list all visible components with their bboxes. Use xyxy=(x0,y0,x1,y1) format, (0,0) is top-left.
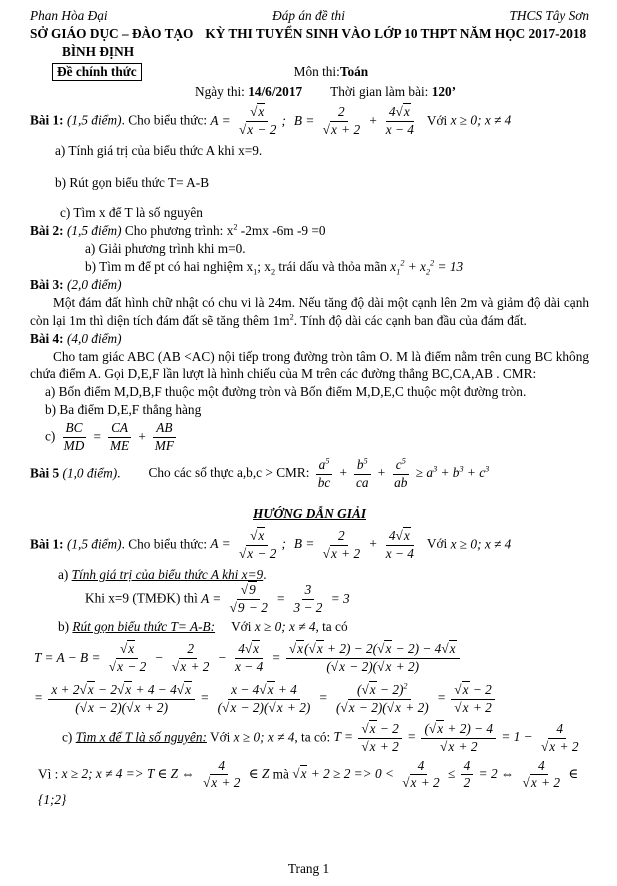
sqrt-radical: √x xyxy=(250,104,265,120)
solution-1a-work xyxy=(30,583,589,616)
fraction: $\frac{4√x}{x - 4}$ xyxy=(385,527,414,561)
sqrt-radical: √x xyxy=(250,527,265,543)
sqrt-radical: √x xyxy=(428,720,444,736)
item-text: a) Bốn điểm M,D,B,F thuộc một đường tròn và Bốn điểm M,D,E,C thuộc một đường tròn. xyxy=(45,384,527,400)
solution-1b-work-1 xyxy=(30,642,589,675)
formula: $\frac{a^5}{bc}$ + $\frac{b^5}{ca}$ + $\frac{c^5}{ab}$ ≥ $a^3 + b^3 + c^3$ xyxy=(313,465,489,480)
sqrt-radical: √x xyxy=(330,659,345,675)
sqrt-radical: √x xyxy=(202,775,218,791)
fraction: $\frac{AB}{MF}$ xyxy=(154,420,174,454)
fraction: $\frac{(√x - 2)^2}{(√x - 2)(√x + 2)}$ xyxy=(335,681,429,715)
sqrt-radical: √x xyxy=(268,699,283,715)
formula: = $\frac{x + 2√x - 2√x + 4 - 4√x}{(√x - 2)(√x + 2)}$ = $\frac{x - 4√x + 4}{(√x - 2)(√x + 2)}$ = $\frac{(√x - 2)^2}{(√x - 2)(√x + 2)}$ = $\frac{√x - 2}{√x + 2}$ xyxy=(34,690,497,705)
condition-label: Với xyxy=(426,536,451,552)
problem-label: Bài 5 xyxy=(30,465,63,481)
fraction: $\frac{BC}{MD}$ xyxy=(63,420,85,454)
subject-label: Môn thi: xyxy=(293,64,340,80)
fraction: $\frac{4}{√x + 2}$ xyxy=(540,720,579,754)
item-heading: Tìm x để T là số nguyên: xyxy=(75,729,207,745)
fraction: $\frac{√x - 2}{√x + 2}$ xyxy=(358,722,402,755)
doc-lines xyxy=(30,7,589,809)
condition-label: Với xyxy=(231,619,255,635)
fraction: $\frac{4}{√x + 2}$ xyxy=(522,757,561,791)
sqrt-radical: √x xyxy=(377,641,392,657)
fraction: $\frac{2}{√x + 2}$ xyxy=(171,641,210,675)
formula: A = $\frac{√x}{√x - 2}$ ; xyxy=(210,104,286,138)
fraction: $\frac{4}{2}$ xyxy=(461,759,474,792)
sqrt-radical: √x xyxy=(171,659,187,675)
sqrt-radical: √x xyxy=(441,641,456,657)
problem-3-title xyxy=(30,276,589,294)
sqrt-radical: √x xyxy=(540,738,556,754)
solution-1c-work xyxy=(30,759,589,810)
sqrt-radical: √x xyxy=(361,738,376,754)
condition: x ≥ 0; x ≠ 4 xyxy=(450,112,512,128)
item-label: b) xyxy=(58,619,73,635)
sqrt-radical: √x xyxy=(259,681,274,697)
fraction: $\frac{x + 2√x - 2√x + 4 - 4√x}{(√x - 2)(√x + 2)}$ xyxy=(48,683,195,716)
item-heading: Tính giá trị của biểu thức A khi x=9 xyxy=(71,566,264,582)
fraction: $\frac{a^5}{bc}$ xyxy=(315,458,334,491)
item-label: a) xyxy=(58,566,72,582)
sqrt-radical: √x xyxy=(308,641,323,657)
formula: √x + 2 ≥ 2 => 0 < $\frac{4}{√x + 2}$ ≤ $\frac{4}{2}$ = 2 ⇔ $\frac{4}{√x + 2}$ ∈ {1;2} xyxy=(38,757,579,808)
formula: $\frac{BC}{MD}$ = $\frac{CA}{ME}$ + $\frac{AB}{MF}$ xyxy=(59,429,179,444)
sqrt-radical: √x xyxy=(288,641,304,657)
org-exam-row xyxy=(30,25,589,43)
sqrt-radical: √9 xyxy=(240,582,256,598)
problem-points: (1,5 điểm) xyxy=(66,222,122,238)
fraction: $\frac{b^5}{ca}$ xyxy=(353,458,372,491)
formula: B = $\frac{2}{√x + 2}$ + $\frac{4√x}{x - 4}$ xyxy=(294,536,419,551)
author-name: Phan Hòa Đại xyxy=(30,8,108,23)
condition: x ≥ 0; x ≠ 4 xyxy=(254,619,316,635)
problem-points: (1,0 điểm) xyxy=(62,465,118,481)
subject-value: Toán xyxy=(339,64,369,80)
official-subject-row xyxy=(30,63,589,82)
sqrt-radical: √x xyxy=(386,699,401,715)
problem-2-title xyxy=(30,222,589,240)
sqrt-radical: √x xyxy=(377,659,392,675)
work-text: Khi x=9 (TMĐK) thì xyxy=(85,590,202,606)
sqrt-radical: √x xyxy=(116,681,132,697)
problem-1c xyxy=(30,204,589,222)
solution-1b-heading xyxy=(30,618,589,636)
sqrt-radical: √x xyxy=(361,720,376,736)
date-duration-row xyxy=(30,83,589,101)
fraction: $\frac{2}{√x + 2}$ xyxy=(322,527,361,561)
problem-5-title xyxy=(30,458,589,491)
problem-1-title xyxy=(30,105,589,138)
item-text: b) Rút gọn biểu thức T= A-B xyxy=(55,175,210,191)
condition-label: Với xyxy=(426,112,451,128)
solution-1a-heading xyxy=(30,566,589,584)
problem-label: Bài 1: xyxy=(30,112,67,128)
sqrt-radical: √x xyxy=(119,641,135,657)
fraction: $\frac{√x}{√x - 2}$ xyxy=(108,641,147,675)
fraction: $\frac{4√x}{x - 4}$ xyxy=(385,104,414,138)
sqrt-radical: √x xyxy=(395,527,410,543)
fraction: $\frac{√x}{√x - 2}$ xyxy=(238,104,277,138)
formula: A = $\frac{√9}{√9 - 2}$ = $\frac{3}{3 - 2}$ = 3 xyxy=(201,582,350,616)
problem-text: Cho phương trình: $x^2$ -2mx -6m -9 =0 xyxy=(121,222,326,238)
fraction: $\frac{CA}{ME}$ xyxy=(109,420,130,454)
problem-1a xyxy=(30,142,589,160)
sqrt-radical: √x xyxy=(238,122,254,138)
sqrt-radical: √x xyxy=(395,104,410,120)
work-text: , ta có: xyxy=(294,729,334,745)
solution-heading-text: HƯỚNG DẪN GIẢI xyxy=(253,505,366,521)
solution-1b-work-2 xyxy=(30,683,589,716)
fraction: $\frac{(√x + 2) - 4}{√x + 2}$ xyxy=(421,722,496,755)
fraction: $\frac{√x(√x + 2) - 2(√x - 2) - 4√x}{(√x - 2)(√x + 2)}$ xyxy=(286,642,460,675)
problem-text: . Cho biểu thức: xyxy=(121,112,211,128)
date-value: 14/6/2017 xyxy=(248,84,303,100)
sqrt-radical: √x xyxy=(126,699,141,715)
item-heading: Rút gọn biểu thức T= A-B: xyxy=(72,619,216,635)
problem-text: . xyxy=(117,465,121,481)
sqrt-radical: √x xyxy=(322,122,337,138)
fraction: $\frac{4}{√x + 2}$ xyxy=(402,757,440,791)
item-text: b) Tìm m để pt có hai nghiệm $x_1$; $x_2$ trái dấu và thỏa mãn xyxy=(85,258,391,277)
sqrt-radical: √x xyxy=(440,738,455,754)
item-text: a) Tính giá trị của biểu thức A khi x=9. xyxy=(55,143,263,159)
problem-points: (1,5 điểm) xyxy=(66,112,122,128)
sqrt-radical: √x xyxy=(292,765,307,781)
school-name: THCS Tây Sơn xyxy=(509,8,589,23)
department: SỞ GIÁO DỤC – ĐÀO TẠO xyxy=(30,25,194,41)
condition: x ≥ 0; x ≠ 4 xyxy=(450,536,512,552)
fraction: $\frac{√x}{√x - 2}$ xyxy=(238,527,277,561)
formula: x ≥ 2; x ≠ 4 => T ∈ Z ⇔ $\frac{4}{√x + 2}$ ∈ Z xyxy=(61,757,270,791)
sqrt-radical: √x xyxy=(361,681,376,697)
problem-text: Một đám đất hình chữ nhật có chu vi là 24m. Nếu tăng độ dài một cạnh lên 2m và giảm độ dài cạnh còn lại 1m thì diện tích đám đất sẽ tăng thêm $1m^2$. Tính độ dài các cạnh ban đầu của đám đất. xyxy=(30,294,589,328)
problem-text: Cho tam giác ABC (AB <AC) nội tiếp trong đường tròn tâm O. M là điểm nằm trên cung BC không chứa điểm A. Gọi D,E,F lần lượt là hình chiếu của M trên các đường thẳng BC,CA,AB . CMR: xyxy=(30,348,589,382)
fraction: $\frac{√x - 2}{√x + 2}$ xyxy=(451,683,495,716)
problem-1b xyxy=(30,174,589,192)
duration-label: Thời gian làm bài: xyxy=(330,84,432,100)
sqrt-radical: √x xyxy=(322,545,337,561)
sqrt-radical: √9 xyxy=(229,600,245,616)
problem-4c xyxy=(30,421,589,454)
problem-points: (1,5 điểm) xyxy=(66,536,122,552)
item-text: . xyxy=(263,566,267,582)
sqrt-radical: √x xyxy=(176,681,191,697)
fraction: $\frac{c^5}{ab}$ xyxy=(394,456,408,490)
official-stamp: Đề chính thức xyxy=(52,63,142,82)
doc-title: Đáp án đề thi xyxy=(272,8,345,23)
exam-title: KỲ THI TUYỂN SINH VÀO LỚP 10 THPT NĂM HỌC 2017-2018 xyxy=(205,25,587,41)
fraction: $\frac{2}{√x + 2}$ xyxy=(322,104,361,138)
sqrt-radical: √x xyxy=(454,681,469,697)
formula: $x_1^2 + x_2^2 = 13$ xyxy=(390,258,464,277)
work-text: Vì : xyxy=(38,765,62,781)
duration-value: 120’ xyxy=(431,84,457,100)
solution-1c-heading xyxy=(30,722,589,755)
date-label: Ngày thi: xyxy=(195,84,249,100)
work-text: , ta có xyxy=(315,619,348,635)
problem-points: (4,0 điểm) xyxy=(66,330,122,346)
formula: B = $\frac{2}{√x + 2}$ + $\frac{4√x}{x - 4}$ xyxy=(294,113,419,128)
fraction: $\frac{3}{3 - 2}$ xyxy=(293,582,323,616)
problem-4a xyxy=(30,383,589,401)
sqrt-radical: √x xyxy=(222,699,237,715)
item-text: c) xyxy=(45,428,59,444)
sqrt-radical: √x xyxy=(402,775,417,791)
problem-3-text xyxy=(30,294,589,330)
sqrt-radical: √x xyxy=(79,681,94,697)
fraction: $\frac{4}{√x + 2}$ xyxy=(202,757,241,791)
item-text: b) Ba điểm D,E,F thẳng hàng xyxy=(45,402,202,418)
problem-text: Cho các số thực a,b,c > CMR: xyxy=(148,465,313,481)
formula: T = A − B = $\frac{√x}{√x - 2}$ − $\frac{2}{√x + 2}$ − $\frac{4√x}{x - 4}$ = $\frac{√x(√x + 2) - 2(√x - 2) - 4√x}{(√x - 2)(√x + 2)}$ xyxy=(34,650,462,665)
condition-label: Với xyxy=(206,729,234,745)
fraction: $\frac{4√x}{x - 4}$ xyxy=(235,641,264,675)
problem-2b xyxy=(30,258,589,276)
sqrt-radical: √x xyxy=(454,699,469,715)
item-text: c) Tìm x để T là số nguyên xyxy=(60,205,203,221)
meta-row xyxy=(30,7,589,25)
problem-2a xyxy=(30,240,589,258)
problem-4b xyxy=(30,401,589,419)
item-text: a) Giải phương trình khi m=0. xyxy=(85,240,246,256)
problem-points: (2,0 điểm) xyxy=(66,276,122,292)
problem-text: . Cho biểu thức: xyxy=(121,536,211,552)
problem-label: Bài 3: xyxy=(30,276,67,292)
sqrt-radical: √x xyxy=(244,641,260,657)
sqrt-radical: √x xyxy=(238,545,254,561)
sqrt-radical: √x xyxy=(340,699,355,715)
problem-label: Bài 2: xyxy=(30,222,67,238)
item-label: c) xyxy=(62,729,76,745)
province-name: BÌNH ĐỊNH xyxy=(62,43,135,59)
fraction: $\frac{x - 4√x + 4}{(√x - 2)(√x + 2)}$ xyxy=(217,681,311,715)
page-footer: Trang 1 xyxy=(287,861,330,876)
problem-4-title xyxy=(30,330,589,348)
sqrt-radical: √x xyxy=(522,775,537,791)
sqrt-radical: √x xyxy=(79,699,94,715)
problem-label: Bài 1: xyxy=(30,536,67,552)
formula: T = $\frac{√x - 2}{√x + 2}$ = $\frac{(√x + 2) - 4}{√x + 2}$ = 1 − $\frac{4}{√x + 2}$ xyxy=(334,729,584,744)
province xyxy=(30,43,589,61)
work-text: mà xyxy=(269,765,293,781)
sqrt-radical: √x xyxy=(108,659,124,675)
fraction: $\frac{√9}{√9 - 2}$ xyxy=(229,582,268,616)
formula: A = $\frac{√x}{√x - 2}$ ; xyxy=(210,527,286,561)
solution-1-title xyxy=(30,529,589,562)
condition: x ≥ 0; x ≠ 4 xyxy=(233,729,295,745)
problem-label: Bài 4: xyxy=(30,330,67,346)
problem-4-text xyxy=(30,348,589,384)
solution-heading xyxy=(30,505,589,523)
